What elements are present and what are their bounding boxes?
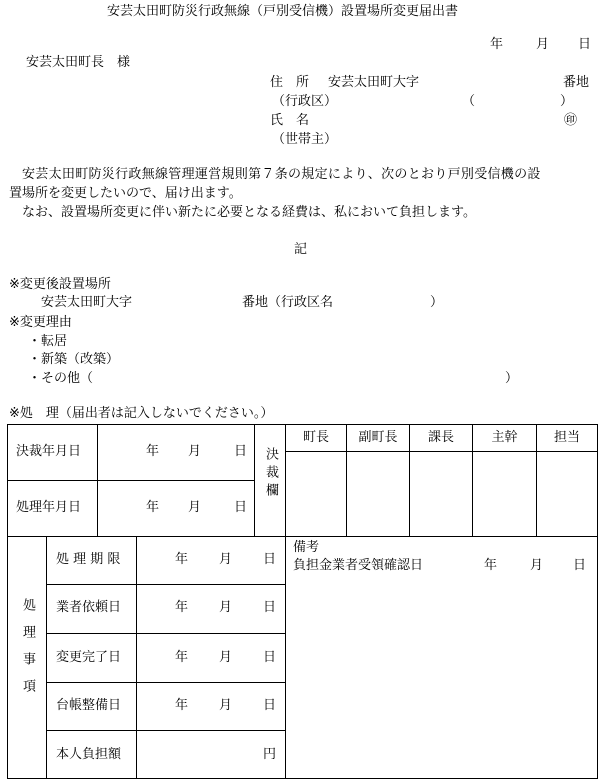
item-deadline-day: 日 [263,552,277,567]
approver-mayor: 町長 [302,430,329,445]
ki-heading: 記 [294,242,308,257]
approver-staff: 担当 [553,430,580,445]
date-month: 月 [536,37,550,52]
reason-heading: ※変更理由 [9,315,72,330]
remarks-line: 負担金業者受領確認日 [293,558,424,573]
item-request-label: 業者依頼日 [56,600,122,615]
approver-supervisor: 主幹 [491,430,518,445]
district-open: （ [462,94,476,109]
district-close: ） [560,94,574,109]
item-request-day: 日 [263,600,277,615]
remarks-year: 年 [484,558,498,573]
item-ledger-year: 年 [175,698,189,713]
new-location-close: ） [430,295,444,310]
kessai-label: 決裁欄 [263,447,278,501]
recipient: 安芸太田町長 様 [26,55,131,70]
remarks-day: 日 [573,558,587,573]
reason-other-close: ） [505,371,519,386]
item-deadline-year: 年 [175,552,189,567]
body-paragraph-1: 安芸太田町防災行政無線管理運営規則第７条の規定により、次のとおり戸別受信機の設 [22,167,541,182]
address-value: 安芸太田町大字 [328,75,420,90]
body-paragraph-2: なお、設置場所変更に伴い新たに必要となる経費は、私において負担します。 [22,205,476,220]
remarks-label: 備考 [293,540,320,555]
item-request-month: 月 [219,600,233,615]
new-location-heading: ※変更後設置場所 [9,277,111,292]
decision-date-year: 年 [146,444,160,459]
decision-date-day: 日 [234,444,248,459]
seal-mark: ㊞ [564,113,578,128]
item-cost-label: 本人負担額 [56,747,122,762]
district-label: （行政区） [272,94,338,109]
reason-item-new-build: ・新築（改築） [28,352,120,367]
decision-date-month: 月 [188,444,202,459]
item-complete-day: 日 [263,650,277,665]
reason-item-move: ・転居 [28,334,68,349]
remarks-month: 月 [530,558,544,573]
new-location-banchi: 番地（行政区名 [242,295,334,310]
item-request-year: 年 [175,600,189,615]
item-cost-yen: 円 [263,747,277,762]
processing-date-year: 年 [146,500,160,515]
address-label: 住 所 [270,75,310,90]
item-deadline-month: 月 [219,552,233,567]
processing-note: ※処 理（届出者は記入しないでください。） [9,406,274,421]
name-label: 氏 名 [270,113,310,128]
processing-date-day: 日 [234,500,248,515]
date-year: 年 [490,37,504,52]
date-day: 日 [578,37,592,52]
approver-section-chief: 課長 [427,430,454,445]
item-deadline-label: 処 理 期 限 [56,552,121,567]
item-complete-month: 月 [219,650,233,665]
decision-date-label: 決裁年月日 [16,444,82,459]
address-suffix: 番地 [563,75,590,90]
item-complete-year: 年 [175,650,189,665]
household-label: （世帯主） [272,132,338,147]
item-ledger-day: 日 [263,698,277,713]
shori-label: 処理事項 [20,598,35,706]
approver-deputy-mayor: 副町長 [358,430,398,445]
body-paragraph-1b: 置場所を変更したいので、届け出ます。 [9,186,242,201]
document-title: 安芸太田町防災行政無線（戸別受信機）設置場所変更届出書 [107,4,459,19]
item-ledger-month: 月 [219,698,233,713]
processing-date-month: 月 [188,500,202,515]
item-ledger-label: 台帳整備日 [56,698,122,713]
processing-date-label: 処理年月日 [16,500,82,515]
item-complete-label: 変更完了日 [56,650,122,665]
reason-item-other: ・その他（ [28,371,94,386]
new-location-value: 安芸太田町大字 [41,295,133,310]
